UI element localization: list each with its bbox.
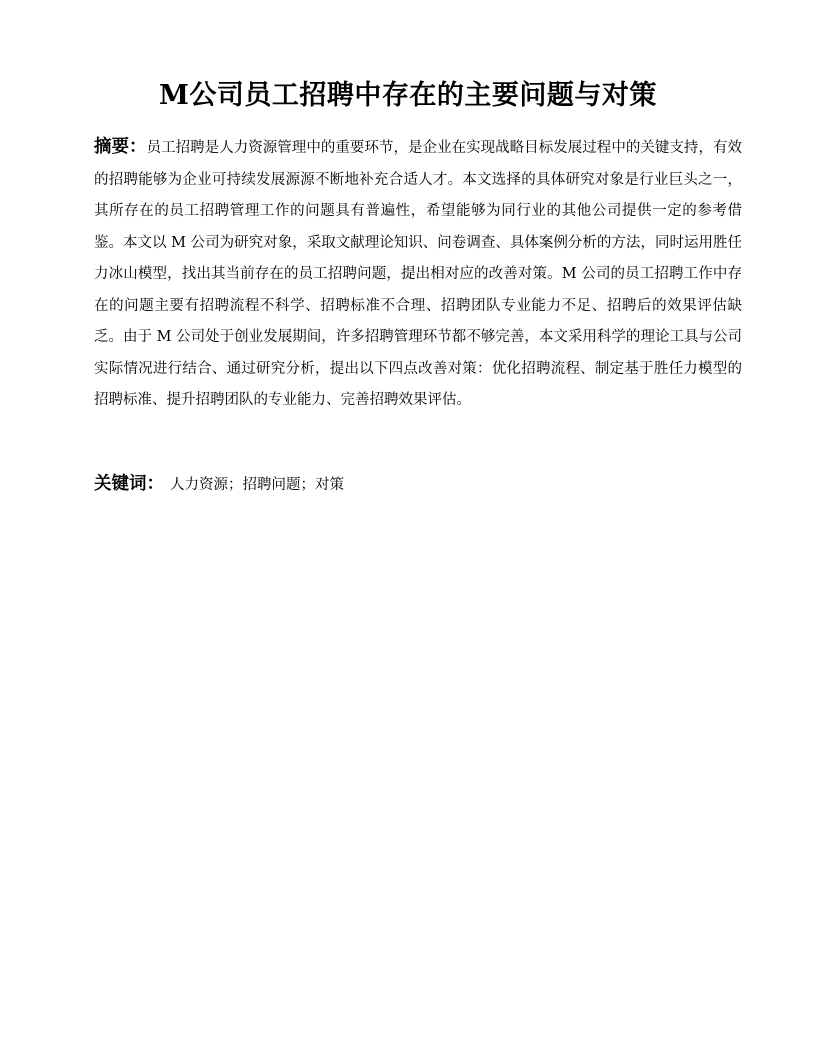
keywords-section — [94, 468, 742, 501]
keywords-text: 人力资源；招聘问题；对策 — [170, 477, 344, 493]
abstract-section — [94, 132, 742, 417]
keywords-label: 关键词： — [94, 474, 164, 494]
paper-title: M公司员工招聘中存在的主要问题与对策 — [159, 80, 657, 111]
abstract-text: 员工招聘是人力资源管理中的重要环节，是企业在实现战略目标发展过程中的关键支持，有效的招聘能够为企业可持续发展源源不断地补充合适人才。本文选择的具体研究对象是行业巨头之一，其所存在的员工招聘管理工作的问题具有普遍性，希望能够为同行业的其他公司提供一定的参考借鉴。本文以 M 公司为研究对象，采取文献理论知识、问卷调查、具体案例分析的方法，同时运用胜任力冰山模型，找出其当前存在的员工招聘问题，提出相对应的改善对策。M 公司的员工招聘工作中存在的问题主要有招聘流程不科学、招聘标准不合理、招聘团队专业能力不足、招聘后的效果评估缺乏。由于 M 公司处于创业发展期间，许多招聘管理环节都不够完善，本文采用科学的理论工具与公司实际情况进行结合、通过研究分析，提出以下四点改善对策：优化招聘流程、制定基于胜任力模型的招聘标准、提升招聘团队的专业能力、完善招聘效果评估。 — [94, 140, 743, 408]
abstract-label: 摘要： — [94, 137, 147, 157]
